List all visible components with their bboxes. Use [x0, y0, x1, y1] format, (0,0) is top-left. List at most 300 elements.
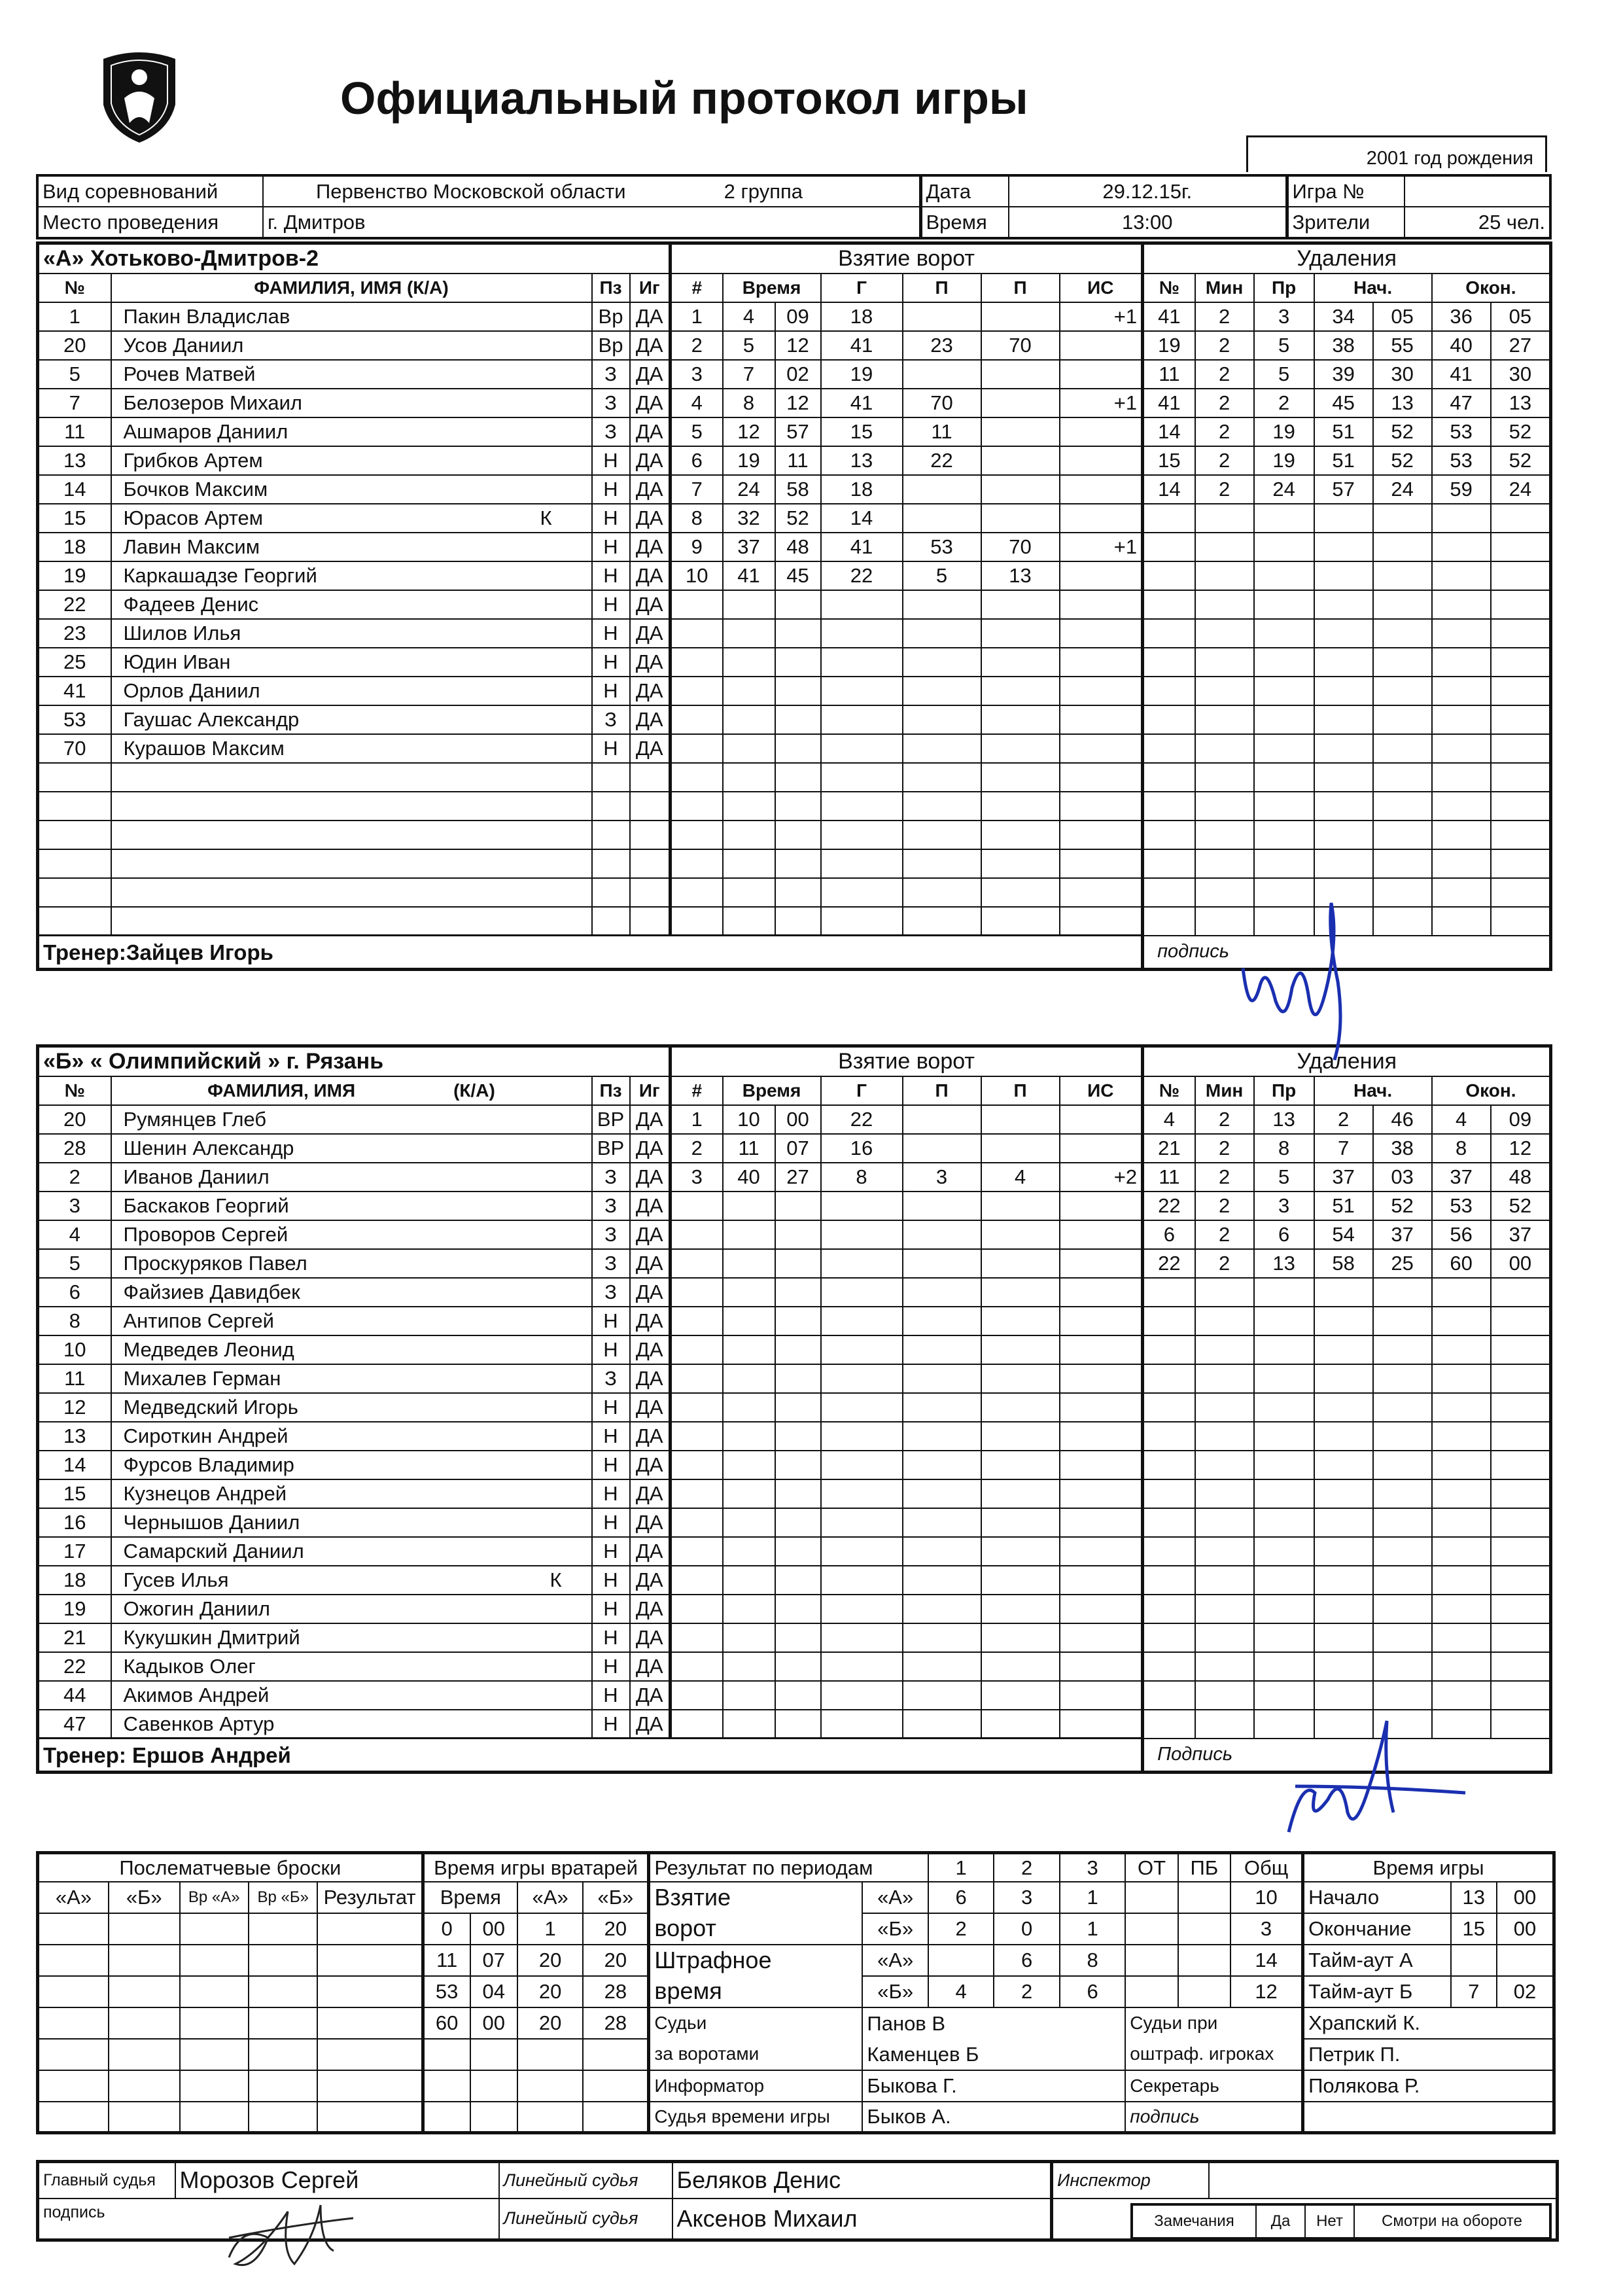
end-h: 15	[1451, 1913, 1497, 1945]
goal-assist-1	[903, 1364, 981, 1393]
player-position	[592, 821, 630, 849]
shootout-title: Послематчевые броски	[38, 1853, 423, 1882]
goal-assist-2	[981, 878, 1060, 907]
player-position: Н	[592, 648, 630, 677]
penalty-player	[1143, 1508, 1195, 1537]
player-name-text: Фурсов Владимир	[123, 1453, 294, 1476]
gk-row-1-sec: 00	[470, 1913, 517, 1945]
goal-second	[775, 648, 821, 677]
team-b-goals-title: Взятие ворот	[671, 1046, 1143, 1076]
player-row	[38, 590, 1551, 619]
penalty-end-min	[1432, 1364, 1491, 1393]
pim-a-pb	[1178, 1945, 1230, 1976]
player-number: 1	[38, 302, 111, 331]
goal-situation	[1060, 360, 1143, 389]
pim-a-total: 14	[1230, 1945, 1303, 1976]
player-played: ДА	[630, 1566, 671, 1595]
penalty-minutes	[1195, 1479, 1254, 1508]
penalty-reason	[1254, 1422, 1314, 1451]
player-row	[38, 1681, 1551, 1710]
penalty-end-min	[1432, 1537, 1491, 1566]
penalty-minutes	[1195, 821, 1254, 849]
player-number	[38, 907, 111, 936]
penalty-player	[1143, 648, 1195, 677]
goal-assist-2	[981, 1623, 1060, 1652]
penalty-end-sec: 24	[1491, 475, 1551, 504]
penalty-end-min: 59	[1432, 475, 1491, 504]
penalty-end-min	[1432, 1393, 1491, 1422]
penalty-start-min	[1314, 1335, 1373, 1364]
goal-number: 2	[671, 331, 723, 360]
player-number: 23	[38, 619, 111, 648]
penalty-end-sec	[1491, 619, 1551, 648]
penalty-start-sec	[1373, 1623, 1432, 1652]
goal-assist-1	[903, 763, 981, 792]
penalty-reason	[1254, 648, 1314, 677]
player-name	[111, 446, 592, 475]
player-played	[630, 792, 671, 821]
goal-situation: +1	[1060, 302, 1143, 331]
goal-scorer	[821, 619, 903, 648]
goal-number	[671, 1623, 723, 1652]
penalty-minutes: 2	[1195, 446, 1254, 475]
player-played: ДА	[630, 1249, 671, 1278]
period-col-total: Общ	[1230, 1853, 1303, 1882]
goal-scorer: 22	[821, 561, 903, 590]
player-name-text: Файзиев Давидбек	[123, 1280, 300, 1303]
goal-scorer: 41	[821, 331, 903, 360]
penalty-end-min: 53	[1432, 417, 1491, 446]
player-name-text: Антипов Сергей	[123, 1309, 274, 1332]
goal-assist-2	[981, 475, 1060, 504]
penalty-start-sec	[1373, 792, 1432, 821]
goal-minute: 19	[723, 446, 775, 475]
player-played: ДА	[630, 504, 671, 533]
col-pen-start: Нач.	[1314, 1076, 1432, 1105]
goal-assist-2	[981, 1451, 1060, 1479]
player-position: Н	[592, 1508, 630, 1537]
player-played: ДА	[630, 1335, 671, 1364]
penalty-minutes: 2	[1195, 1192, 1254, 1220]
goal-number	[671, 849, 723, 878]
penalty-start-min: 34	[1314, 302, 1373, 331]
penalty-start-sec	[1373, 1307, 1432, 1335]
penalty-end-sec: 52	[1491, 1192, 1551, 1220]
player-played: ДА	[630, 1393, 671, 1422]
player-name-text: Орлов Даниил	[123, 679, 260, 702]
player-number: 11	[38, 417, 111, 446]
player-position: Н	[592, 1422, 630, 1451]
team-a-title: «А» Хотьково-Дмитров-2	[38, 243, 671, 274]
goal-assist-1	[903, 1192, 981, 1220]
player-name-text: Бочков Максим	[123, 478, 268, 501]
goal-situation: +2	[1060, 1163, 1143, 1192]
remarks-table	[1130, 2203, 1552, 2240]
player-row	[38, 1451, 1551, 1479]
player-number: 2	[38, 1163, 111, 1192]
player-number: 18	[38, 1566, 111, 1595]
penalty-start-sec	[1373, 1508, 1432, 1537]
penalty-end-sec	[1491, 1422, 1551, 1451]
goal-minute	[723, 1220, 775, 1249]
goal-assist-2	[981, 1307, 1060, 1335]
player-name-text: Кузнецов Андрей	[123, 1482, 287, 1505]
goal-assist-1	[903, 1681, 981, 1710]
penalty-end-sec	[1491, 821, 1551, 849]
player-number: 22	[38, 1652, 111, 1681]
gk-col-b: «Б»	[583, 1882, 649, 1913]
player-row	[38, 1566, 1551, 1595]
penalty-player	[1143, 677, 1195, 705]
goal-assist-1	[903, 475, 981, 504]
player-name	[111, 1537, 592, 1566]
player-row	[38, 360, 1551, 389]
penalty-player	[1143, 1278, 1195, 1307]
penalty-player: 15	[1143, 446, 1195, 475]
penalty-end-sec	[1491, 561, 1551, 590]
pim-label-1: Штрафное	[649, 1945, 863, 1976]
goal-situation	[1060, 1278, 1143, 1307]
goal-second	[775, 763, 821, 792]
summary-table	[36, 1851, 1556, 2134]
col-num: №	[38, 1076, 111, 1105]
penalty-judge-2: Петрик П.	[1303, 2039, 1554, 2070]
player-name-text: Чернышов Даниил	[123, 1511, 300, 1534]
game-value	[1405, 175, 1550, 207]
goal-second	[775, 878, 821, 907]
penalty-start-min	[1314, 1479, 1373, 1508]
penalty-minutes: 2	[1195, 302, 1254, 331]
player-name	[111, 792, 592, 821]
player-row	[38, 1422, 1551, 1451]
goal-assist-1	[903, 648, 981, 677]
timeout-a-h	[1451, 1945, 1497, 1976]
penalty-start-min	[1314, 648, 1373, 677]
goal-minute: 37	[723, 533, 775, 561]
remarks-yes[interactable]: Да	[1256, 2204, 1305, 2238]
gk-row-3-sec: 04	[470, 1976, 517, 2007]
time-label: Время	[920, 207, 1009, 238]
col-goal-p2: П	[981, 1076, 1060, 1105]
goals-b-total: 3	[1230, 1913, 1303, 1945]
player-name	[111, 302, 592, 331]
player-position: З	[592, 389, 630, 417]
player-name	[111, 1105, 592, 1134]
player-played	[630, 907, 671, 936]
goal-number	[671, 1220, 723, 1249]
penalty-minutes	[1195, 619, 1254, 648]
player-played	[630, 763, 671, 792]
col-pz: Пз	[592, 274, 630, 302]
goal-assist-1: 5	[903, 561, 981, 590]
gk-col-time: Время	[423, 1882, 517, 1913]
col-goal-g: Г	[821, 1076, 903, 1105]
player-played: ДА	[630, 1134, 671, 1163]
penalty-end-sec	[1491, 734, 1551, 763]
goal-assist-2	[981, 677, 1060, 705]
penalty-start-min: 7	[1314, 1134, 1373, 1163]
goal-situation	[1060, 619, 1143, 648]
player-played: ДА	[630, 417, 671, 446]
goal-minute	[723, 878, 775, 907]
penalty-start-min	[1314, 1364, 1373, 1393]
pim-b-p2: 2	[994, 1976, 1059, 2007]
player-position: Н	[592, 1307, 630, 1335]
player-row	[38, 1163, 1551, 1192]
goal-scorer: 8	[821, 1163, 903, 1192]
goal-judges-label-1: Судьи	[649, 2007, 863, 2039]
player-row	[38, 821, 1551, 849]
penalty-start-sec	[1373, 734, 1432, 763]
penalty-start-min: 39	[1314, 360, 1373, 389]
goal-second	[775, 1681, 821, 1710]
inspector	[1209, 2162, 1558, 2199]
goal-scorer	[821, 1595, 903, 1623]
goal-number	[671, 1393, 723, 1422]
shootout-col-gk-a: Вр «А»	[180, 1882, 249, 1913]
goal-second: 45	[775, 561, 821, 590]
player-row	[38, 1623, 1551, 1652]
player-name-text: Савенков Артур	[123, 1712, 275, 1735]
penalty-end-min	[1432, 619, 1491, 648]
player-number: 44	[38, 1681, 111, 1710]
goal-assist-2	[981, 1278, 1060, 1307]
goal-assist-1	[903, 1105, 981, 1134]
player-name-text: Проскуряков Павел	[123, 1252, 307, 1275]
player-position: Н	[592, 1451, 630, 1479]
player-name-text: Каркашадзе Георгий	[123, 564, 317, 587]
goal-second	[775, 1249, 821, 1278]
penalty-reason	[1254, 561, 1314, 590]
goal-number	[671, 734, 723, 763]
goal-number	[671, 677, 723, 705]
goal-assist-1: 22	[903, 446, 981, 475]
team-b-table	[36, 1044, 1552, 1774]
penalty-start-min: 51	[1314, 446, 1373, 475]
penalty-start-sec	[1373, 619, 1432, 648]
penalty-start-sec	[1373, 1451, 1432, 1479]
penalty-minutes	[1195, 677, 1254, 705]
player-position: З	[592, 1163, 630, 1192]
penalty-reason	[1254, 792, 1314, 821]
goal-second	[775, 1192, 821, 1220]
player-played: ДА	[630, 1192, 671, 1220]
penalty-end-sec	[1491, 1537, 1551, 1566]
player-position: Н	[592, 475, 630, 504]
goal-minute: 10	[723, 1105, 775, 1134]
penalty-player	[1143, 1335, 1195, 1364]
shootout-col-a: «А»	[38, 1882, 109, 1913]
remarks-no[interactable]: Нет	[1305, 2204, 1354, 2238]
penalty-start-sec	[1373, 1652, 1432, 1681]
player-number: 5	[38, 1249, 111, 1278]
goals-a-p1: 6	[928, 1882, 994, 1913]
goal-minute	[723, 1710, 775, 1739]
penalty-end-sec	[1491, 763, 1551, 792]
penalty-end-sec	[1491, 648, 1551, 677]
player-name-text: Рочев Матвей	[123, 362, 256, 385]
goal-assist-1: 53	[903, 533, 981, 561]
goal-scorer	[821, 878, 903, 907]
goal-minute: 12	[723, 417, 775, 446]
remarks-see-back: Смотри на обороте	[1354, 2204, 1550, 2238]
player-number: 7	[38, 389, 111, 417]
player-position: Н	[592, 1393, 630, 1422]
gk-col-a: «А»	[517, 1882, 583, 1913]
goal-number	[671, 878, 723, 907]
shootout-col-gk-b: Вр «Б»	[249, 1882, 317, 1913]
time-value: 13:00	[1009, 207, 1287, 238]
gk-time-title: Время игры вратарей	[423, 1853, 649, 1882]
goal-second: 57	[775, 417, 821, 446]
player-position: Н	[592, 1681, 630, 1710]
penalty-end-sec	[1491, 1479, 1551, 1508]
goals-b-p1: 2	[928, 1913, 994, 1945]
goal-assist-2	[981, 1249, 1060, 1278]
player-number: 18	[38, 533, 111, 561]
penalty-end-min	[1432, 821, 1491, 849]
penalty-end-sec	[1491, 1566, 1551, 1595]
penalty-end-sec: 48	[1491, 1163, 1551, 1192]
penalty-start-min: 51	[1314, 1192, 1373, 1220]
player-played: ДА	[630, 561, 671, 590]
player-name-text: Кукушкин Дмитрий	[123, 1626, 300, 1649]
penalty-start-min	[1314, 1278, 1373, 1307]
goal-scorer	[821, 1652, 903, 1681]
team-b-rows	[38, 1105, 1551, 1739]
goal-minute	[723, 1595, 775, 1623]
period-col-3: 3	[1060, 1853, 1125, 1882]
goal-minute: 40	[723, 1163, 775, 1192]
penalty-end-sec	[1491, 533, 1551, 561]
goal-assist-1	[903, 1537, 981, 1566]
goal-assist-2: 70	[981, 533, 1060, 561]
penalty-start-sec	[1373, 1278, 1432, 1307]
penalty-end-min	[1432, 1422, 1491, 1451]
penalty-player: 19	[1143, 331, 1195, 360]
player-row	[38, 475, 1551, 504]
start-label: Начало	[1303, 1882, 1451, 1913]
penalty-start-sec: 03	[1373, 1163, 1432, 1192]
goal-assist-2	[981, 1335, 1060, 1364]
goals-b-ot	[1125, 1913, 1178, 1945]
player-played: ДА	[630, 1595, 671, 1623]
player-name	[111, 878, 592, 907]
penalty-player	[1143, 504, 1195, 533]
penalty-start-sec	[1373, 677, 1432, 705]
goal-scorer	[821, 792, 903, 821]
gk-row-4-min: 60	[423, 2007, 470, 2039]
penalty-minutes	[1195, 1623, 1254, 1652]
penalty-end-sec	[1491, 1364, 1551, 1393]
penalty-reason	[1254, 533, 1314, 561]
player-number: 20	[38, 1105, 111, 1134]
penalty-start-sec: 46	[1373, 1105, 1432, 1134]
goal-assist-1	[903, 734, 981, 763]
goal-assist-2: 13	[981, 561, 1060, 590]
player-name-text: Курашов Максим	[123, 737, 285, 760]
player-row	[38, 792, 1551, 821]
player-position: Н	[592, 619, 630, 648]
goal-second	[775, 1307, 821, 1335]
player-name	[111, 1163, 592, 1192]
goal-second	[775, 1623, 821, 1652]
penalty-end-min	[1432, 677, 1491, 705]
goal-assist-2	[981, 1105, 1060, 1134]
goal-assist-2	[981, 1220, 1060, 1249]
goal-minute	[723, 792, 775, 821]
penalty-start-min	[1314, 1595, 1373, 1623]
goal-second	[775, 619, 821, 648]
date-value: 29.12.15г.	[1009, 175, 1287, 207]
player-name	[111, 677, 592, 705]
goal-situation	[1060, 1249, 1143, 1278]
goal-second	[775, 1566, 821, 1595]
penalty-start-sec: 52	[1373, 417, 1432, 446]
goal-assist-1	[903, 1134, 981, 1163]
penalty-end-sec: 05	[1491, 302, 1551, 331]
col-goal-p2: П	[981, 274, 1060, 302]
penalty-minutes: 2	[1195, 360, 1254, 389]
penalty-minutes: 2	[1195, 1163, 1254, 1192]
player-number: 13	[38, 1422, 111, 1451]
goal-assist-2	[981, 907, 1060, 936]
goal-scorer	[821, 763, 903, 792]
penalty-start-sec	[1373, 763, 1432, 792]
player-name-text: Белозеров Михаил	[123, 391, 302, 414]
penalty-player	[1143, 705, 1195, 734]
goal-scorer: 41	[821, 389, 903, 417]
penalty-minutes	[1195, 1508, 1254, 1537]
goal-situation	[1060, 1537, 1143, 1566]
goal-assist-2	[981, 1537, 1060, 1566]
player-played: ДА	[630, 734, 671, 763]
player-position: Н	[592, 1595, 630, 1623]
penalty-end-sec: 00	[1491, 1249, 1551, 1278]
penalty-end-min	[1432, 504, 1491, 533]
penalty-start-min	[1314, 533, 1373, 561]
remarks-label: Замечания	[1132, 2204, 1256, 2238]
player-row	[38, 1335, 1551, 1364]
goal-minute	[723, 1681, 775, 1710]
penalty-player	[1143, 878, 1195, 907]
penalty-reason	[1254, 1278, 1314, 1307]
goal-assist-2	[981, 1681, 1060, 1710]
penalty-start-min	[1314, 1652, 1373, 1681]
col-goal-num: #	[671, 274, 723, 302]
penalty-reason	[1254, 1508, 1314, 1537]
penalty-end-sec	[1491, 1393, 1551, 1422]
goal-second: 58	[775, 475, 821, 504]
player-number: 15	[38, 1479, 111, 1508]
player-row	[38, 1595, 1551, 1623]
goals-b-p3: 1	[1060, 1913, 1125, 1945]
timeout-b-h: 7	[1451, 1976, 1497, 2007]
col-goal-p1: П	[903, 1076, 981, 1105]
penalty-end-sec	[1491, 1278, 1551, 1307]
goal-number	[671, 763, 723, 792]
player-position: ВР	[592, 1134, 630, 1163]
goal-assist-2	[981, 389, 1060, 417]
goal-scorer	[821, 1537, 903, 1566]
player-name-text: Пакин Владислав	[123, 305, 290, 328]
penalty-end-sec: 27	[1491, 331, 1551, 360]
penalty-reason: 6	[1254, 1220, 1314, 1249]
goal-minute	[723, 763, 775, 792]
start-h: 13	[1451, 1882, 1497, 1913]
goal-second	[775, 1710, 821, 1739]
goal-situation	[1060, 705, 1143, 734]
